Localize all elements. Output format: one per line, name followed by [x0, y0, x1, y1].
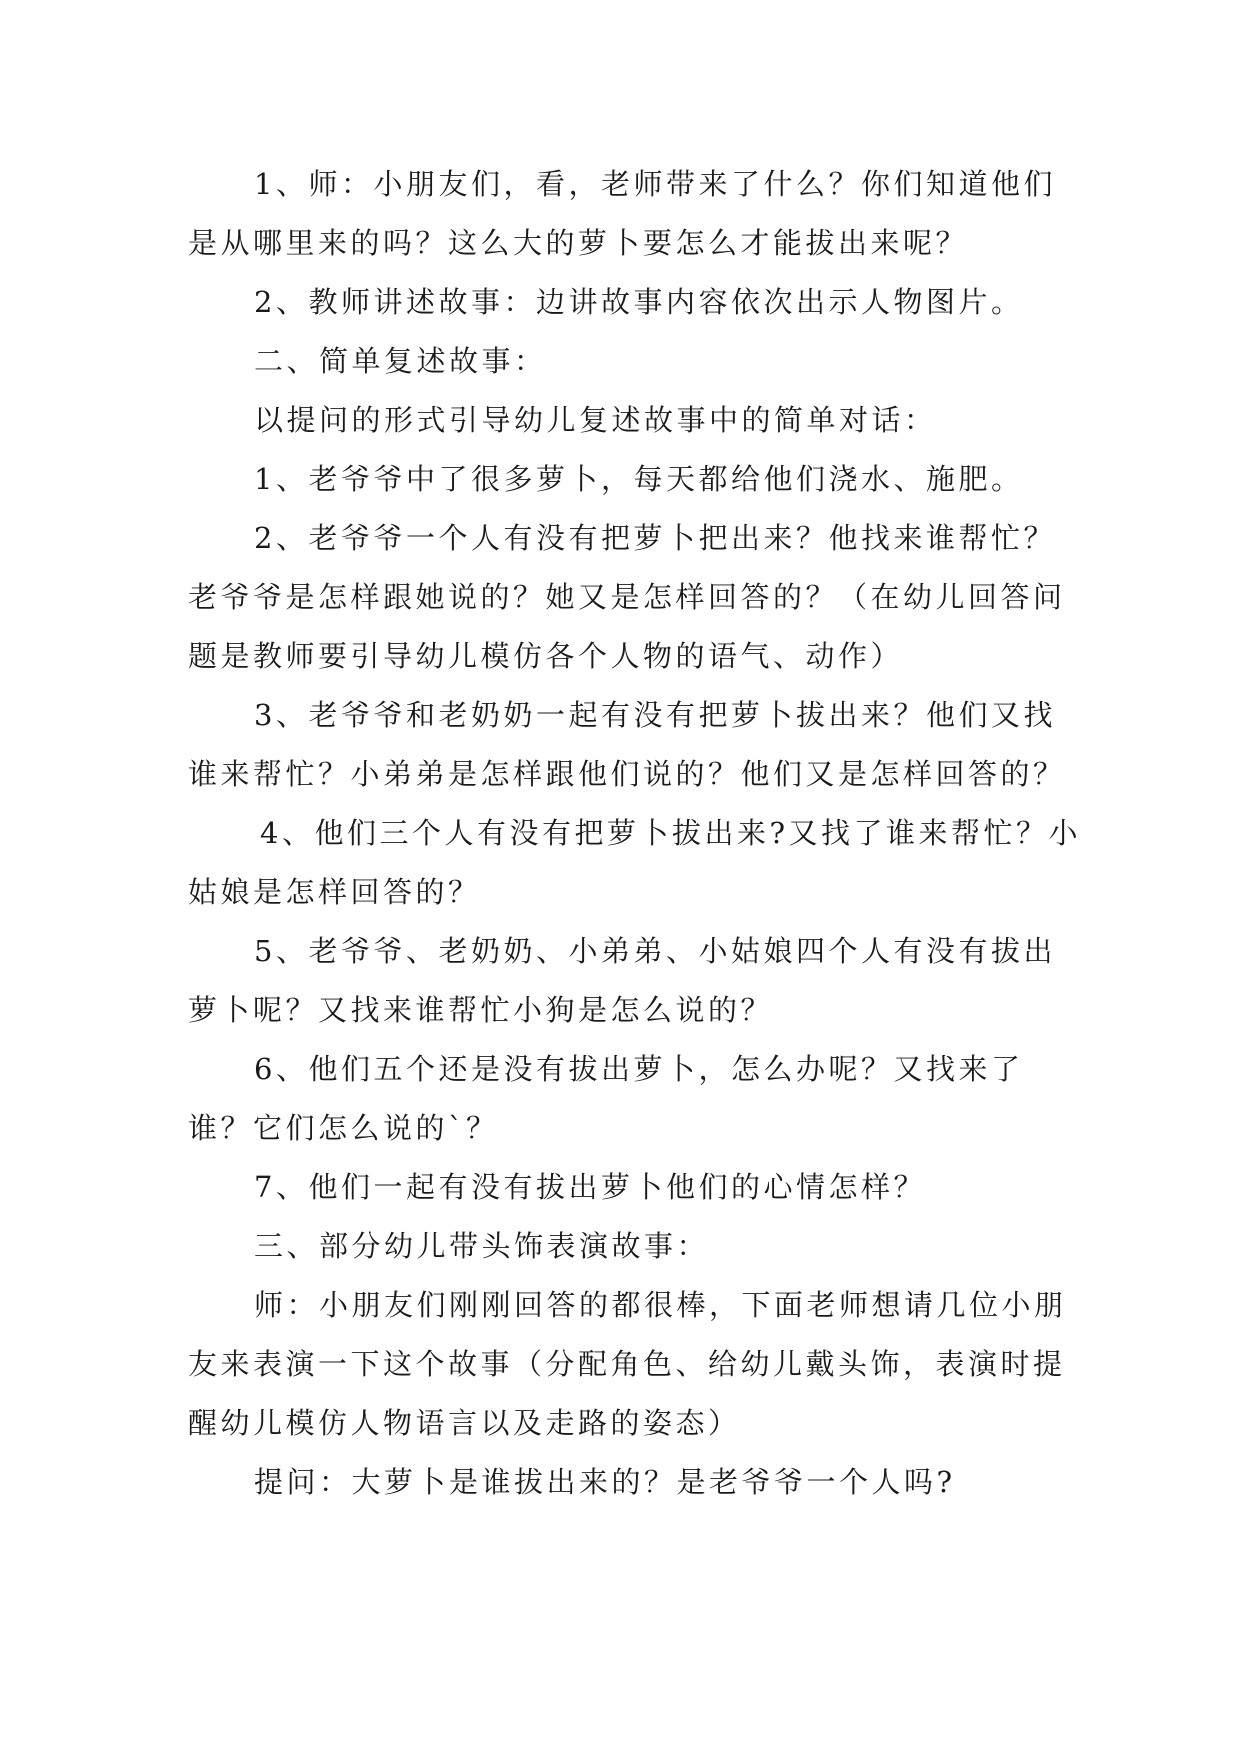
- question-5: 5、老爷爷、老奶奶、小弟弟、小姑娘四个人有没有拔出萝卜呢？又找来谁帮忙小狗是怎么说的？: [188, 934, 1056, 1027]
- paragraph-intro: 以提问的形式引导幼儿复述故事中的简单对话：: [254, 403, 937, 437]
- section-heading-2: 二、简单复述故事：: [254, 344, 547, 378]
- question-3: 3、老爷爷和老奶奶一起有没有把萝卜拔出来？他们又找谁来帮忙？小弟弟是怎样跟他们说的？他们又是怎样回答的？: [188, 698, 1066, 791]
- final-question: 提问：大萝卜是谁拔出来的？是老爷爷一个人吗?: [254, 1465, 956, 1499]
- question-1: 1、老爷爷中了很多萝卜，每天都给他们浇水、施肥。: [254, 462, 1024, 496]
- question-6: 6、他们五个还是没有拔出萝卜，怎么办呢？又找来了谁？它们怎么说的`？: [188, 1052, 1024, 1145]
- paragraph-1: 1、师：小朋友们，看，老师带来了什么？你们知道他们是从哪里来的吗？这么大的萝卜要怎么才能拔出来呢？: [188, 167, 1056, 260]
- question-7: 7、他们一起有没有拔出萝卜他们的心情怎样？: [254, 1170, 926, 1204]
- question-4: 4、他们三个人有没有把萝卜拔出来?又找了谁来帮忙？小姑娘是怎样回答的？: [188, 816, 1081, 909]
- paragraph-2: 2、教师讲述故事：边讲故事内容依次出示人物图片。: [254, 285, 1024, 319]
- teacher-instruction: 师：小朋友们刚刚回答的都很棒，下面老师想请几位小朋友来表演一下这个故事（分配角色、给幼儿戴头饰，表演时提醒幼儿模仿人物语言以及走路的姿态）: [188, 1288, 1067, 1440]
- section-heading-3: 三、部分幼儿带头饰表演故事：: [254, 1229, 710, 1263]
- question-2: 2、老爷爷一个人有没有把萝卜把出来？他找来谁帮忙？老爷爷是怎样跟她说的？她又是怎样回答的？（在幼儿回答问题是教师要引导幼儿模仿各个人物的语气、动作）: [188, 521, 1066, 673]
- document-page: [188, 155, 1088, 1512]
